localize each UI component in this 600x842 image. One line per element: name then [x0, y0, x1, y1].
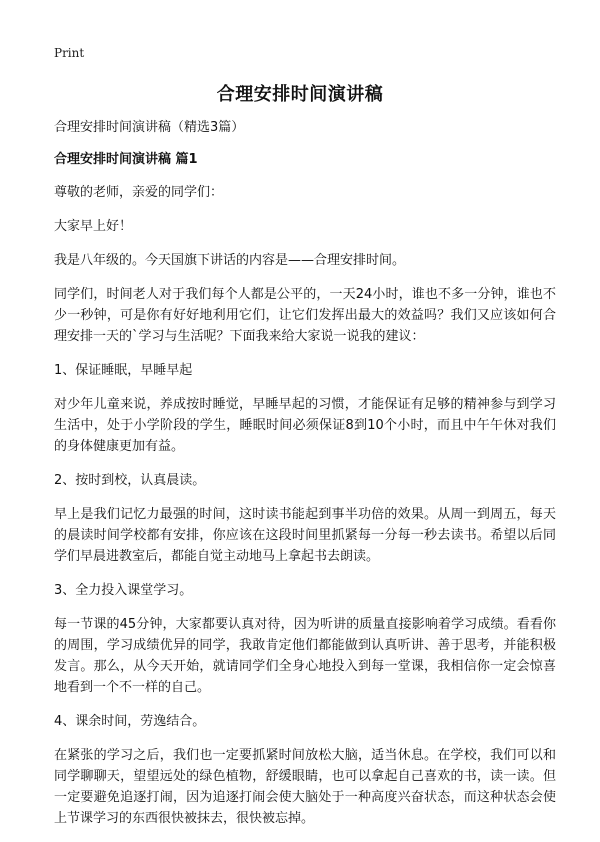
paragraph-rest: 在紧张的学习之后，我们也一定要抓紧时间放松大脑，适当休息。在学校，我们可以和同学聊聊天，望望远处的绿色植物，舒缓眼睛，也可以拿起自己喜欢的书，读一读。但一定要避免追逐打闹，因为追逐打闹会使大脑处于一种高度兴奋状态，而这种状态会使上节课学习的东西很快被抹去，很快被忘掉。: [54, 748, 556, 826]
paragraph-sleep: 对少年儿童来说，养成按时睡觉，早睡早起的习惯，才能保证有足够的精神参与到学习生活中，处于小学阶段的学生，睡眠时间必须保证8到10个小时，而且中午午休对我们的身体健康更加有益。: [54, 397, 556, 454]
point-heading-morning-reading: 2、按时到校，认真晨读。: [54, 473, 206, 488]
paragraph-greeting: 尊敬的老师，亲爱的同学们：: [54, 185, 224, 200]
document-title: 合理安排时间演讲稿: [216, 84, 384, 105]
point-heading-sleep: 1、保证睡眠，早睡早起: [54, 363, 193, 378]
paragraph-morning-reading: 早上是我们记忆力最强的时间，这时读书能起到事半功倍的效果。从周一到周五，每天的晨读时间学校都有安排，你应该在这段时间里抓紧每一分每一秒去读书。希望以后同学们早晨进教室后，都能自觉主动地马上拿起书去朗读。: [54, 507, 556, 564]
paragraph-classroom: 每一节课的45分钟，大家都要认真对待，因为听讲的质量直接影响着学习成绩。看看你的周围，学习成绩优异的同学，我敢肯定他们都能做到认真听讲、善于思考，并能积极发言。那么，从今天开始，就请同学们全身心地投入到每一堂课，我相信你一定会惊喜地看到一个不一样的自己。: [54, 617, 556, 695]
print-link[interactable]: Print: [54, 46, 85, 60]
paragraph-hello: 大家早上好！: [54, 219, 133, 234]
section-heading: 合理安排时间演讲稿 篇1: [54, 152, 198, 167]
document-body: [54, 118, 556, 842]
document-subtitle: 合理安排时间演讲稿（精选3篇）: [54, 120, 245, 135]
point-heading-rest: 4、课余时间，劳逸结合。: [54, 714, 206, 729]
point-heading-classroom: 3、全力投入课堂学习。: [54, 583, 193, 598]
paragraph-time-fairness: 同学们，时间老人对于我们每个人都是公平的，一天24小时，谁也不多一分钟，谁也不少一秒钟，可是你有好好地利用它们，让它们发挥出最大的效益吗？我们又应该如何合理安排一天的`学习与生活呢？下面我来给大家说一说我的建议：: [54, 287, 556, 344]
paragraph-intro: 我是八年级的。今天国旗下讲话的内容是——合理安排时间。: [54, 253, 406, 268]
